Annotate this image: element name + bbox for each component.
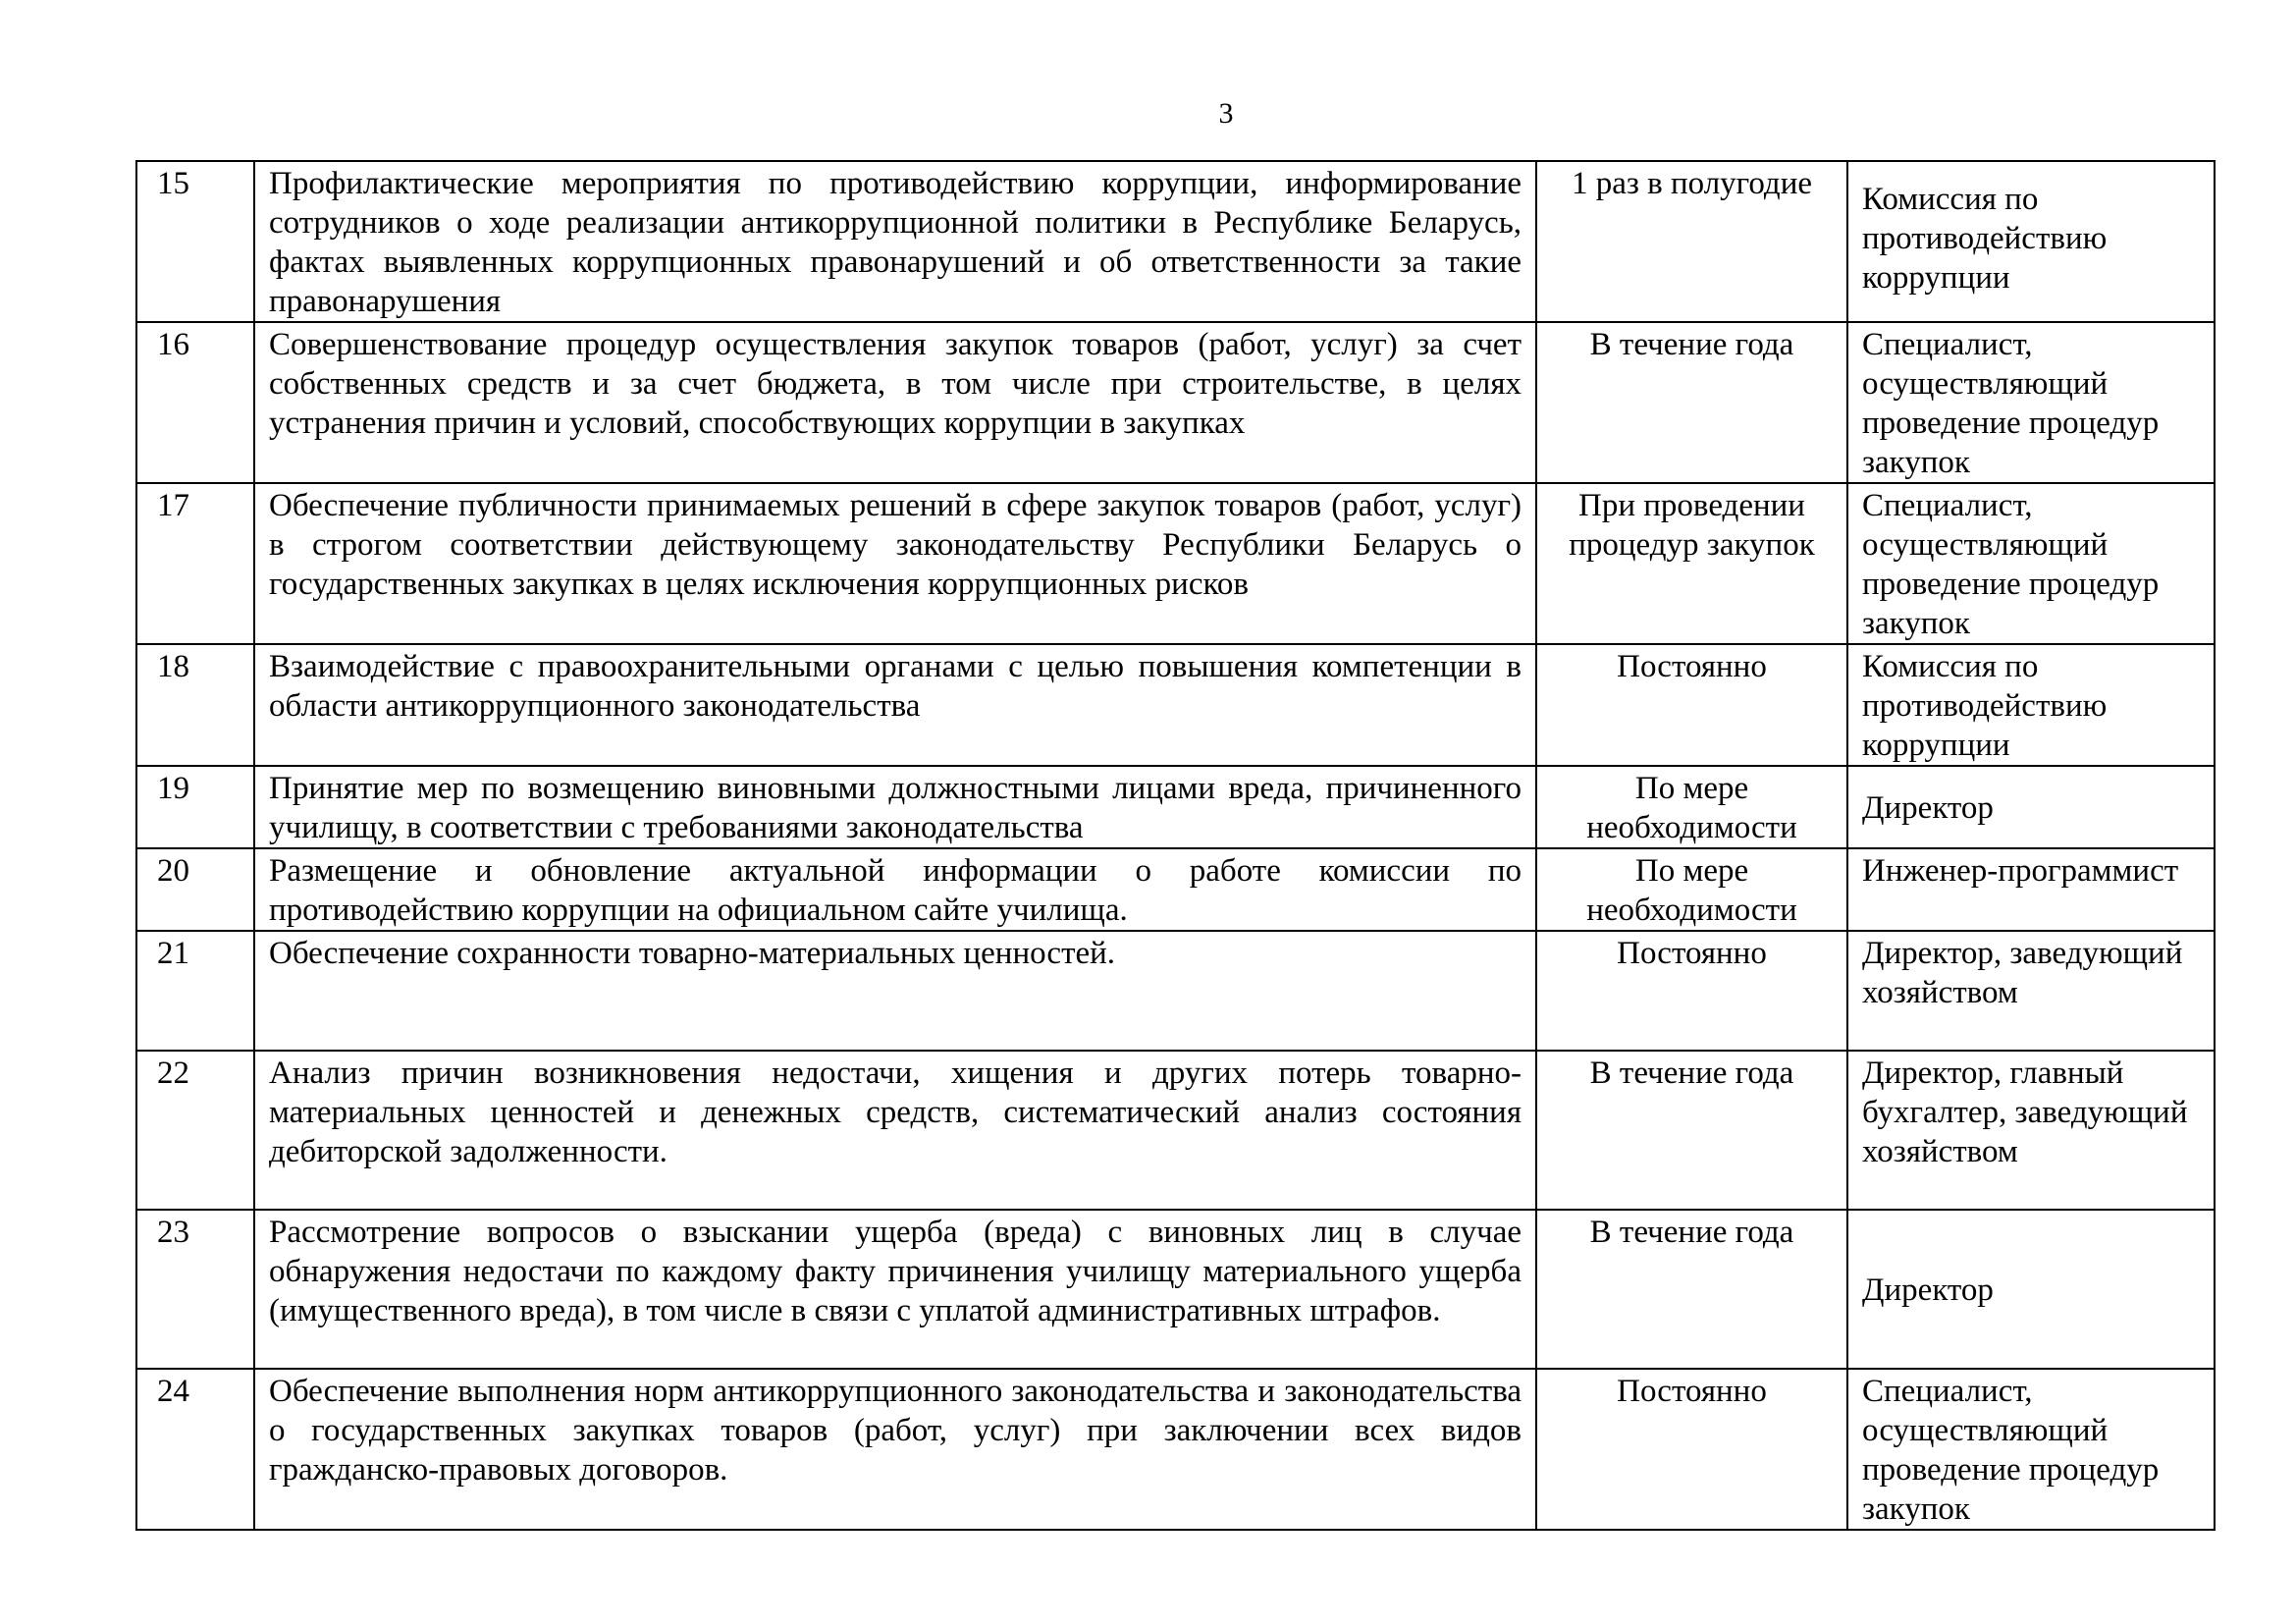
term-cell: Постоянно (1536, 931, 1847, 1051)
table-row (136, 1051, 2215, 1210)
event-cell: Обеспечение сохранности товарно-материальных ценностей. (254, 931, 1536, 1051)
row-number: 20 (136, 848, 254, 931)
table-row (136, 931, 2215, 1051)
event-cell: Взаимодействие с правоохранительными органами с целью повышения компетенции в области антикоррупционного законодательства (254, 644, 1536, 766)
responsible-cell: Специалист, осуществляющий проведение процедур закупок (1847, 322, 2215, 483)
term-cell: В течение года (1536, 1051, 1847, 1210)
event-cell: Профилактические мероприятия по противодействию коррупции, информирование сотрудников о ходе реализации антикоррупционной политики в Республике Беларусь, фактах выявленных коррупционных правонарушений и об ответственности за такие правонарушения (254, 161, 1536, 322)
term-cell: В течение года (1536, 1210, 1847, 1369)
table-row (136, 483, 2215, 644)
term-cell: По мере необходимости (1536, 848, 1847, 931)
row-number: 23 (136, 1210, 254, 1369)
table-row (136, 161, 2215, 322)
event-cell: Обеспечение выполнения норм антикоррупционного законодательства и законодательства о государственных закупках товаров (работ, услуг) при заключении всех видов гражданско-правовых договоров. (254, 1369, 1536, 1530)
table-row (136, 1369, 2215, 1530)
term-cell: Постоянно (1536, 1369, 1847, 1530)
event-cell: Анализ причин возникновения недостачи, хищения и других потерь товарно-материальных ценностей и денежных средств, систематический анализ состояния дебиторской задолженности. (254, 1051, 1536, 1210)
responsible-cell: Директор (1847, 1210, 2215, 1369)
table-row (136, 766, 2215, 848)
event-cell: Размещение и обновление актуальной информации о работе комиссии по противодействию коррупции на официальном сайте училища. (254, 848, 1536, 931)
term-cell: 1 раз в полугодие (1536, 161, 1847, 322)
responsible-cell: Специалист, осуществляющий проведение процедур закупок (1847, 483, 2215, 644)
responsible-cell: Специалист, осуществляющий проведение процедур закупок (1847, 1369, 2215, 1530)
responsible-cell: Директор (1847, 766, 2215, 848)
row-number: 21 (136, 931, 254, 1051)
row-number: 24 (136, 1369, 254, 1530)
responsible-cell: Директор, главный бухгалтер, заведующий хозяйством (1847, 1051, 2215, 1210)
table-row (136, 322, 2215, 483)
term-cell: Постоянно (1536, 644, 1847, 766)
row-number: 15 (136, 161, 254, 322)
row-number: 18 (136, 644, 254, 766)
responsible-cell: Комиссия по противодействию коррупции (1847, 161, 2215, 322)
responsible-cell: Директор, заведующий хозяйством (1847, 931, 2215, 1051)
page-number: 3 (1218, 97, 1234, 130)
measures-table (135, 160, 2216, 1531)
event-cell: Принятие мер по возмещению виновными должностными лицами вреда, причиненного училищу, в соответствии с требованиями законодательства (254, 766, 1536, 848)
row-number: 19 (136, 766, 254, 848)
table-row (136, 1210, 2215, 1369)
event-cell: Обеспечение публичности принимаемых решений в сфере закупок товаров (работ, услуг) в строгом соответствии действующему законодательству Республики Беларусь о государственных закупках в целях исключения коррупционных рисков (254, 483, 1536, 644)
table-row (136, 644, 2215, 766)
row-number: 16 (136, 322, 254, 483)
responsible-cell: Комиссия по противодействию коррупции (1847, 644, 2215, 766)
term-cell: В течение года (1536, 322, 1847, 483)
responsible-cell: Инженер-программист (1847, 848, 2215, 931)
term-cell: По мере необходимости (1536, 766, 1847, 848)
table-row (136, 848, 2215, 931)
term-cell: При проведении процедур закупок (1536, 483, 1847, 644)
event-cell: Рассмотрение вопросов о взыскании ущерба (вреда) с виновных лиц в случае обнаружения недостачи по каждому факту причинения училищу материального ущерба (имущественного вреда), в том числе в связи с уплатой административных штрафов. (254, 1210, 1536, 1369)
event-cell: Совершенствование процедур осуществления закупок товаров (работ, услуг) за счет собственных средств и за счет бюджета, в том числе при строительстве, в целях устранения причин и условий, способствующих коррупции в закупках (254, 322, 1536, 483)
row-number: 17 (136, 483, 254, 644)
row-number: 22 (136, 1051, 254, 1210)
